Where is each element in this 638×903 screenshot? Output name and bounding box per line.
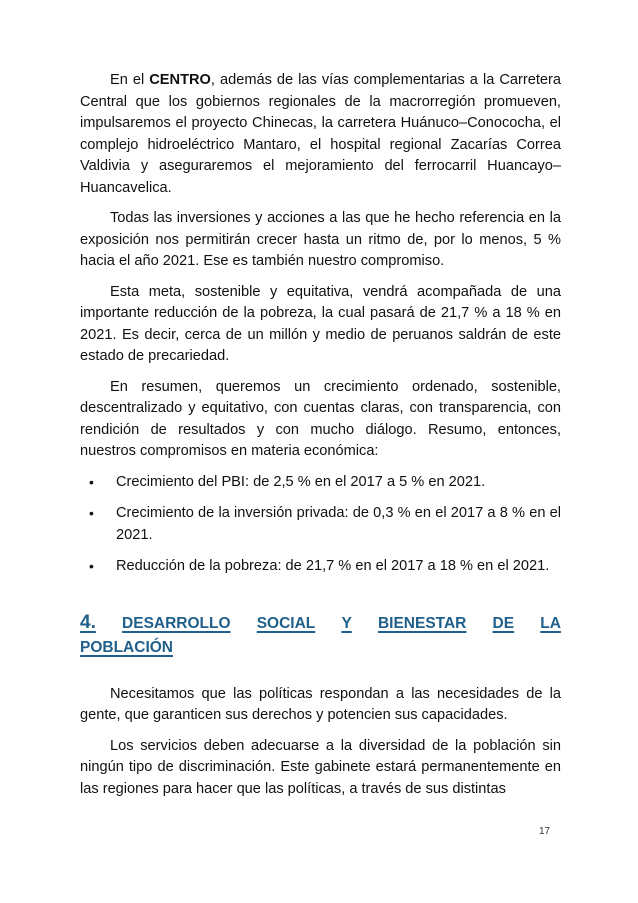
paragraph-inversiones: Todas las inversiones y acciones a las que he hecho referencia en la exposición nos permitirán crecer hasta un ritmo de, por lo menos, 5 % hacia el año 2021. Ese es también nuestro compromiso. [80, 210, 561, 269]
list-item-text: Crecimiento de la inversión privada: de 0,3 % en el 2017 a 8 % en el 2021. [116, 505, 561, 543]
section-number: 4. [80, 611, 96, 633]
paragraph-servicios: Los servicios deben adecuarse a la diversidad de la población sin ningún tipo de discriminación. Este gabinete estará permanentemente en las regiones para hacer que las políticas, a través de sus distintas [80, 737, 561, 797]
page-content [80, 70, 561, 809]
paragraph-text: , además de las vías complementarias a la Carretera Central que los gobiernos regionales de la macrorregión promueven, impulsaremos el proyecto Chinecas, la carretera Huánuco–Conococha, el complejo hidroeléctrico Mantaro, el hospital regional Zacarías Correa Valdivia y aseguraremos el mejoramiento del ferrocarril Huancayo–Huancavelica. [80, 72, 561, 196]
section-heading-line1 [80, 611, 561, 636]
heading-word: DE [492, 614, 515, 632]
heading-word: LA [540, 614, 561, 632]
section-heading-line2: POBLACIÓN [80, 638, 173, 656]
page-number: 17 [539, 826, 551, 837]
list-item [80, 472, 561, 494]
list-item [80, 503, 561, 546]
paragraph-politicas: Necesitamos que las políticas respondan a las necesidades de la gente, que garanticen sus derechos y potencien sus capacidades. [80, 685, 561, 723]
paragraph-resumen: En resumen, queremos un crecimiento ordenado, sostenible, descentralizado y equitativo, con cuentas claras, con transparencia, con rendición de resultados y con mucho diálogo. Resumo, entonces, nuestros compromisos en materia económica: [80, 378, 561, 459]
bold-term: CENTRO [149, 72, 211, 88]
bullet-icon: • [89, 558, 94, 574]
paragraph-centro [80, 70, 561, 199]
list-item [80, 556, 561, 578]
paragraph-text: En el [110, 72, 150, 88]
bullet-icon: • [89, 505, 94, 521]
heading-word: Y [341, 614, 352, 632]
list-item-text: Crecimiento del PBI: de 2,5 % en el 2017 a 5 % en 2021. [116, 473, 486, 490]
paragraph-meta: Esta meta, sostenible y equitativa, vendrá acompañada de una importante reducción de la pobreza, la cual pasará de 21,7 % a 18 % en 2021. Es decir, cerca de un millón y medio de peruanos saldrán de este estado de precariedad. [80, 283, 561, 364]
heading-word: BIENESTAR [377, 614, 467, 632]
bullet-icon: • [89, 473, 94, 490]
section-heading [80, 611, 561, 660]
heading-word: DESARROLLO [122, 614, 231, 632]
heading-word: SOCIAL [256, 614, 316, 632]
commitments-list [80, 472, 561, 578]
list-item-text: Reducción de la pobreza: de 21,7 % en el 2017 a 18 % en el 2021. [116, 558, 550, 574]
